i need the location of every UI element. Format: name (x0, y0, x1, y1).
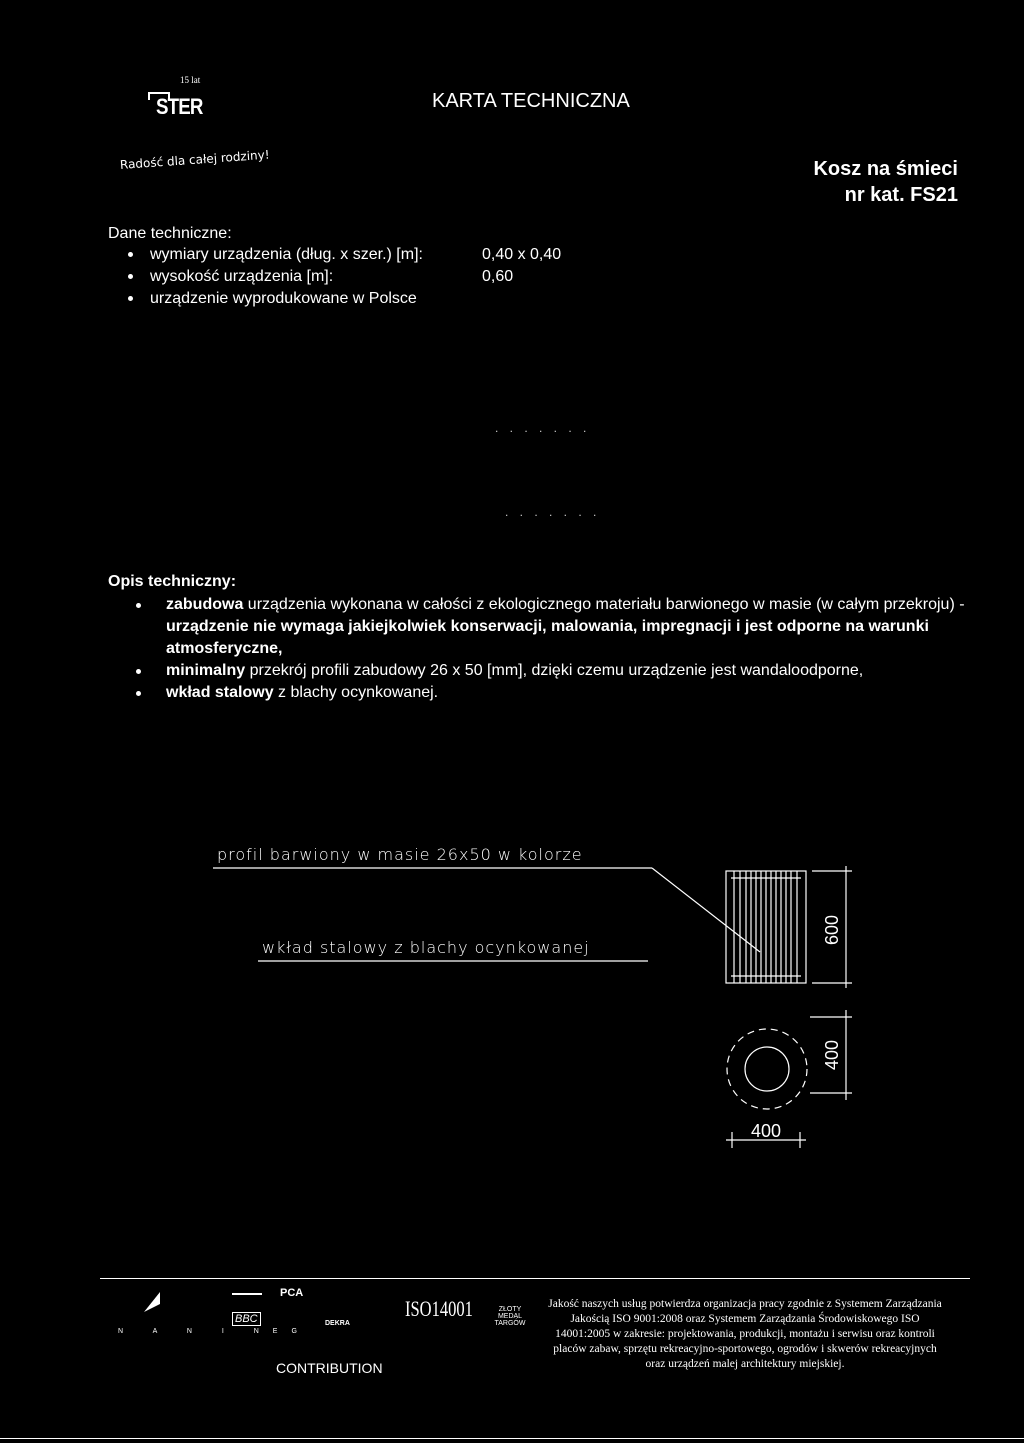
spec-label: wymiary urządzenia (dług. x szer.) [m]: (150, 246, 423, 263)
description-text: z blachy ocynkowanej. (273, 684, 439, 701)
dim-height: 600 (822, 914, 842, 946)
cert-label: N A N I NEG (118, 1328, 311, 1335)
tech-data-heading: Dane techniczne: (108, 225, 232, 242)
description-heading: Opis techniczny: (108, 573, 237, 590)
description-item (130, 682, 966, 704)
dekra-logo: DEKRA (325, 1320, 350, 1327)
technical-drawing (0, 830, 1024, 1170)
product-name: Kosz na śmieci (813, 158, 958, 180)
spec-label: wysokość urządzenia [m]: (150, 268, 334, 285)
document-title: KARTA TECHNICZNA (432, 90, 630, 112)
dim-depth: 400 (822, 1039, 842, 1071)
bullet-icon (128, 296, 133, 301)
bin-top-view (745, 1047, 789, 1091)
bullet-icon (128, 252, 133, 257)
medal-logo: ZŁOTY MEDAL TARGÓW (494, 1306, 526, 1327)
contribution-label: CONTRIBUTION (276, 1360, 383, 1376)
dim-width: 400 (750, 1121, 782, 1141)
description-bold: urządzenie nie wymaga jakiejkolwiek konserwacji, malowania, impregnacji i jest odporne na warunki atmosferyczne, (166, 618, 929, 657)
bbc-logo-line (232, 1293, 262, 1295)
bullet-icon (128, 274, 133, 279)
iso-logo: ISO14001 (405, 1296, 473, 1321)
description-list (130, 594, 966, 704)
logo-name: STER (156, 94, 203, 119)
label-profile: profil barwiony w masie 26x50 w kolorze (217, 845, 583, 864)
description-text: urządzenia wykonana w całości z ekologicznego materiału barwionego w masie (w całym przekroju) - (243, 596, 965, 613)
bullet-icon (136, 691, 141, 696)
bbc-logo: BBC (232, 1312, 261, 1326)
description-text: przekrój profili zabudowy 26 x 50 [mm], dzięki czemu urządzenie jest wandaloodporne, (245, 662, 864, 679)
bottom-divider (0, 1438, 1024, 1439)
certification-text: Jakość naszych usług potwierdza organizacja pracy zgodnie z Systemem Zarządzania Jakością ISO 9001:2008 oraz Systemem Zarządzania Środowiskowego ISO 14001:2005 w zakresie: projektowania, produkcji, montażu i serwisu oraz kontroli placów zabaw, sprzętu rekreacyjno-sportowego, ogrodów i skwerów rekreacyjnych oraz urządzeń malej architektury miejskiej. (548, 1298, 942, 1370)
tagline: Radość dla całej rodziny! (119, 147, 270, 172)
logo (148, 90, 212, 120)
description-bold: wkład stalowy (166, 684, 274, 701)
catalog-number: nr kat. FS21 (844, 184, 958, 206)
cert-logo-icon (140, 1290, 162, 1318)
product-title (813, 156, 958, 208)
description-bold: zabudowa (166, 596, 244, 613)
logo-years: 15 lat (180, 75, 201, 85)
bullet-icon (136, 603, 141, 608)
spec-value: 0,40 x 0,40 (482, 246, 562, 263)
image-placeholder-dots: . . . . . . . (495, 421, 591, 435)
label-insert: wkład stalowy z blachy ocynkowanej (262, 938, 590, 957)
spec-label: urządzenie wyprodukowane w Polsce (150, 290, 417, 307)
footer-divider (100, 1278, 970, 1279)
description-item (130, 594, 966, 660)
image-placeholder-dots: . . . . . . . (505, 505, 601, 519)
description-item (130, 660, 966, 682)
pca-logo: PCA (280, 1287, 304, 1299)
spec-value: 0,60 (482, 268, 514, 285)
description-bold: minimalny (166, 662, 246, 679)
bullet-icon (136, 669, 141, 674)
